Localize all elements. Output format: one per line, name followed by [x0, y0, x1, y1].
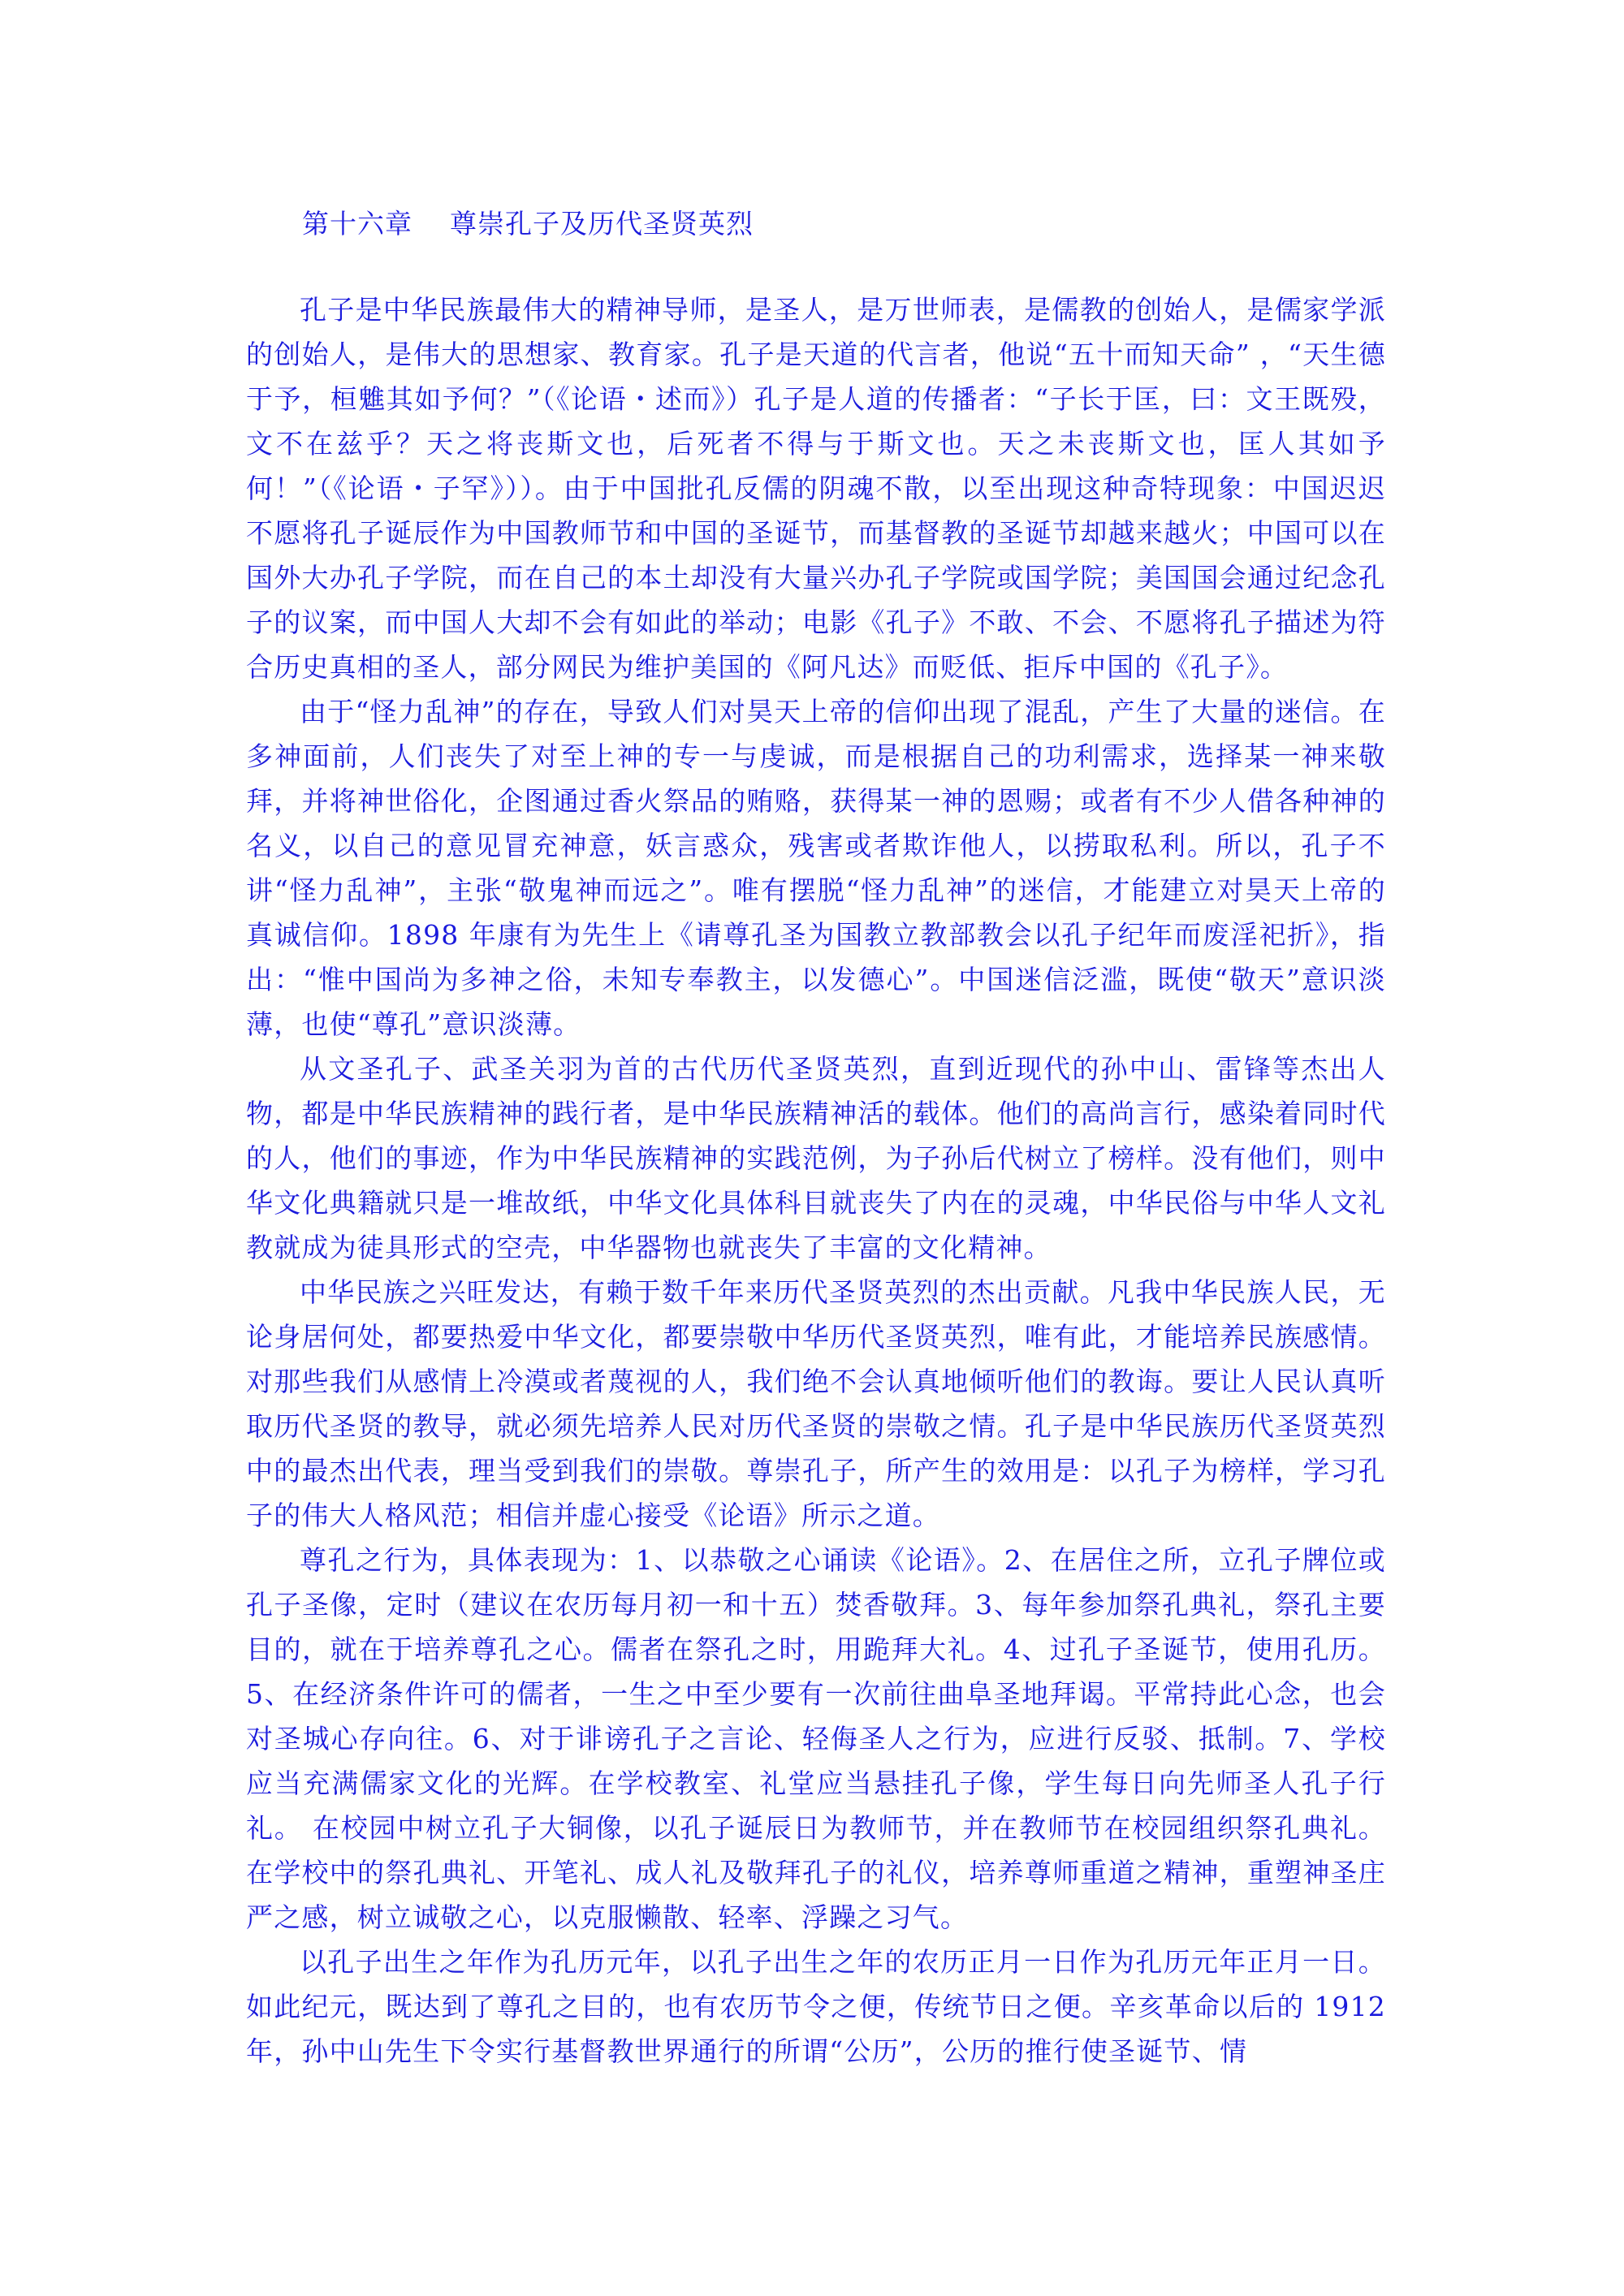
paragraph-4: 中华民族之兴旺发达，有赖于数千年来历代圣贤英烈的杰出贡献。凡我中华民族人民，无论身居何处，都要热爱中华文化，都要崇敬中华历代圣贤英烈，唯有此，才能培养民族感情。对那些我们从感情上冷漠或者蔑视的人，我们绝不会认真地倾听他们的教诲。要让人民认真听取历代圣贤的教导，就必须先培养人民对历代圣贤的崇敬之情。孔子是中华民族历代圣贤英烈中的最杰出代表，理当受到我们的崇敬。尊崇孔子，所产生的效用是：以孔子为榜样，学习孔子的伟大人格风范；相信并虚心接受《论语》所示之道。	[246, 1276, 1386, 1531]
paragraph-2: 由于“怪力乱神”的存在，导致人们对昊天上帝的信仰出现了混乱，产生了大量的迷信。在多神面前，人们丧失了对至上神的专一与虔诚，而是根据自己的功利需求，选择某一神来敬拜，并将神世俗化，企图通过香火祭品的贿赂，获得某一神的恩赐；或者有不少人借各种神的名义，以自己的意见冒充神意，妖言惑众，残害或者欺诈他人，以捞取私利。所以，孔子不讲“怪力乱神”，主张“敬鬼神而远之”。唯有摆脱“怪力乱神”的迷信，才能建立对昊天上帝的真诚信仰。1898 年康有为先生上《请尊孔圣为国教立教部教会以孔子纪年而废淫祀折》，指出：“惟中国尚为多神之俗，未知专奉教主，以发德心”。中国迷信泛滥，既使“敬天”意识淡薄，也使“尊孔”意识淡薄。	[246, 696, 1386, 1040]
paragraph-1: 孔子是中华民族最伟大的精神导师，是圣人，是万世师表，是儒教的创始人，是儒家学派的创始人，是伟大的思想家、教育家。孔子是天道的代言者，他说“五十而知天命” ，“天生德于予，桓魋其如予何？”（《论语・述而》）孔子是人道的传播者：“子长于匡，曰：文王既殁，文不在兹乎？天之将丧斯文也，后死者不得与于斯文也。天之未丧斯文也，匡人其如予何！”（《论语・子罕》））。由于中国批孔反儒的阴魂不散，以至出现这种奇特现象：中国迟迟不愿将孔子诞辰作为中国教师节和中国的圣诞节，而基督教的圣诞节却越来越火；中国可以在国外大办孔子学院，而在自己的本土却没有大量兴办孔子学院或国学院；美国国会通过纪念孔子的议案，而中国人大却不会有如此的举动；电影《孔子》不敢、不会、不愿将孔子描述为符合历史真相的圣人，部分网民为维护美国的《阿凡达》而贬低、拒斥中国的《孔子》。	[246, 294, 1386, 683]
paragraph-6: 以孔子出生之年作为孔历元年，以孔子出生之年的农历正月一日作为孔历元年正月一日。如此纪元，既达到了尊孔之目的，也有农历节令之便，传统节日之便。辛亥革命以后的 1912 年，孙中山先生下令实行基督教世界通行的所谓“公历”，公历的推行使圣诞节、情	[246, 1946, 1386, 2067]
chapter-title: 第十六章 尊崇孔子及历代圣贤英烈	[302, 208, 754, 240]
paragraph-3: 从文圣孔子、武圣关羽为首的古代历代圣贤英烈，直到近现代的孙中山、雷锋等杰出人物，都是中华民族精神的践行者，是中华民族精神活的载体。他们的高尚言行，感染着同时代的人，他们的事迹，作为中华民族精神的实践范例，为子孙后代树立了榜样。没有他们，则中华文化典籍就只是一堆故纸，中华文化具体科目就丧失了内在的灵魂，中华民俗与中华人文礼教就成为徒具形式的空壳，中华器物也就丧失了丰富的文化精神。	[246, 1053, 1386, 1263]
paragraph-5: 尊孔之行为，具体表现为：1、以恭敬之心诵读《论语》。2、在居住之所，立孔子牌位或孔子圣像，定时（建议在农历每月初一和十五）焚香敬拜。3、每年参加祭孔典礼，祭孔主要目的，就在于培养尊孔之心。儒者在祭孔之时，用跪拜大礼。4、过孔子圣诞节，使用孔历。5、在经济条件许可的儒者，一生之中至少要有一次前往曲阜圣地拜谒。平常持此心念，也会对圣城心存向往。6、对于诽谤孔子之言论、轻侮圣人之行为，应进行反驳、抵制。7、学校应当充满儒家文化的光辉。在学校教室、礼堂应当悬挂孔子像，学生每日向先师圣人孔子行礼。 在校园中树立孔子大铜像，以孔子诞辰日为教师节，并在教师节在校园组织祭孔典礼。在学校中的祭孔典礼、开笔礼、成人礼及敬拜孔子的礼仪，培养尊师重道之精神，重塑神圣庄严之感，树立诚敬之心，以克服懒散、轻率、浮躁之习气。	[246, 1544, 1386, 1933]
chapter-body	[246, 287, 1386, 2074]
